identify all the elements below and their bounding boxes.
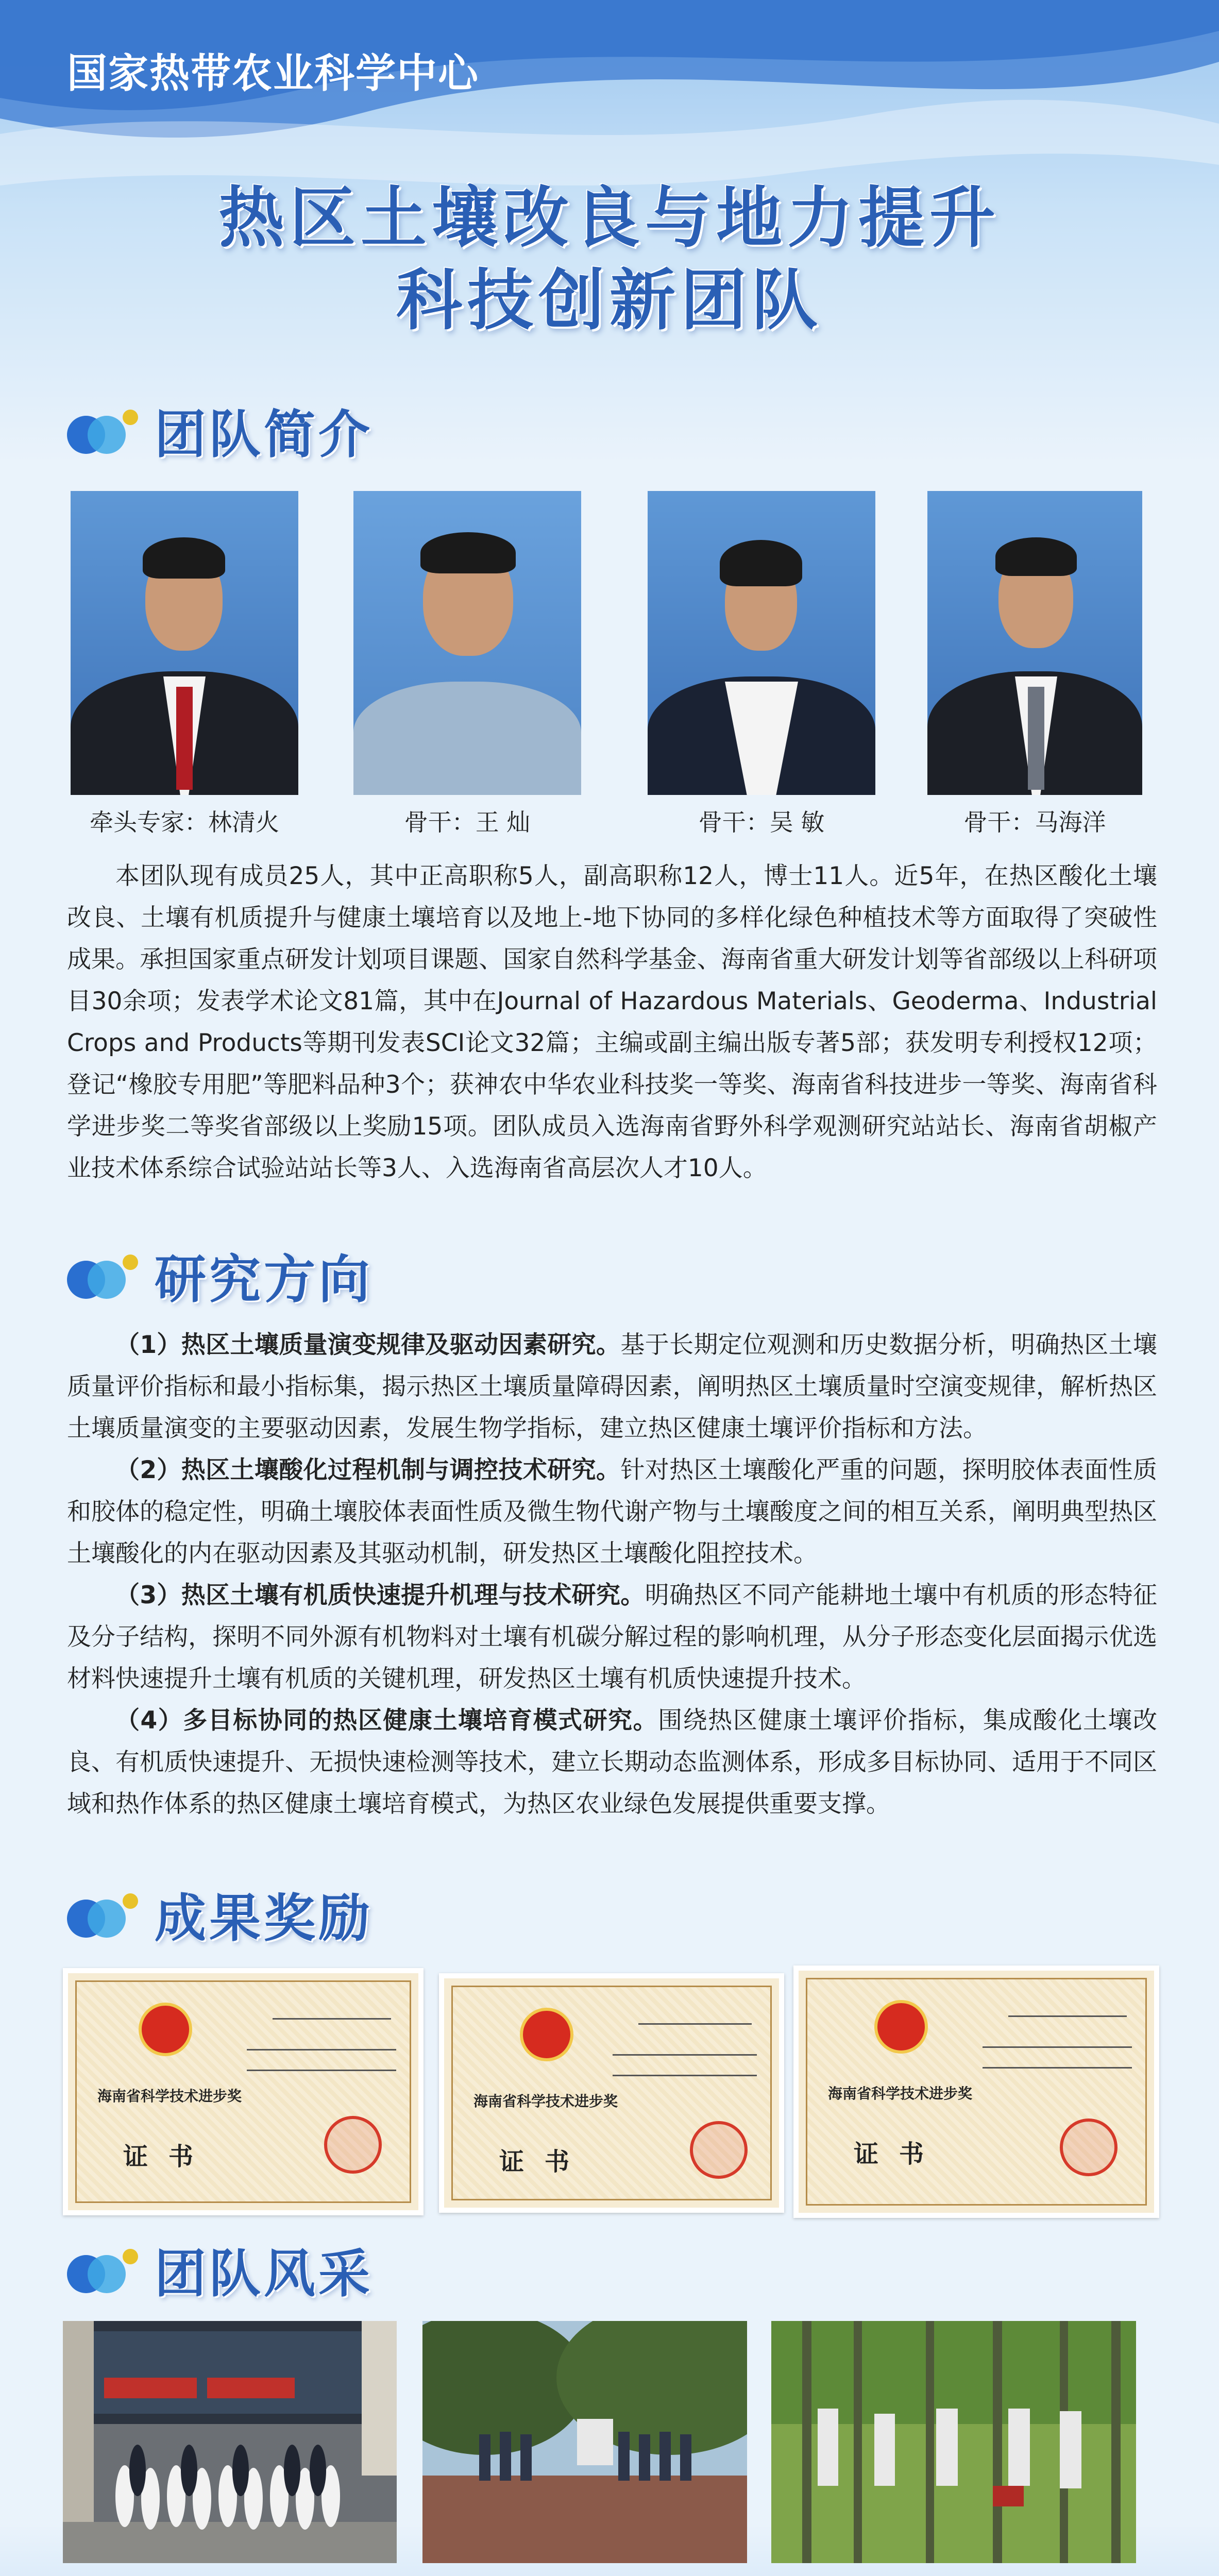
portrait-photo	[353, 491, 581, 795]
research-list	[67, 1324, 1157, 1825]
team-photo-building	[63, 2321, 397, 2563]
member-caption: 骨干：吴 敏	[698, 808, 825, 836]
award-certificate: 海南省科学技术进步奖 证书	[793, 1965, 1159, 2218]
research-item: （4）多目标协同的热区健康土壤培育模式研究。围绕热区健康土壤评价指标，集成酸化土壤改良、有机质快速提升、无损快速检测等技术，建立长期动态监测体系，形成多目标协同、适用于不同区域和热作体系的热区健康土壤培育模式，为热区农业绿色发展提供重要支撑。	[67, 1706, 1158, 1818]
section-heading-awards	[67, 1880, 373, 1947]
section-title: 成果奖励	[155, 1888, 373, 1948]
official-seal-icon	[324, 2116, 382, 2174]
national-emblem-icon	[874, 2000, 928, 2054]
award-certificate: 海南省科学技术进步奖 证书	[63, 1968, 424, 2215]
member-caption: 牵头专家：林清火	[90, 808, 279, 836]
section-dots-icon	[67, 1888, 149, 1940]
team-photo-rubber-plantation	[771, 2321, 1136, 2563]
award-certificate: 海南省科学技术进步奖 证书	[439, 1973, 784, 2213]
team-intro-paragraph: 本团队现有成员25人，其中正高职称5人，副高职称12人，博士11人。近5年，在热区酸化土壤改良、土壤有机质提升与健康土壤培育以及地上-地下协同的多样化绿色种植技术等方面取得了突破性成果。承担国家重点研发计划项目课题、国家自然科学基金、海南省重大研发计划等省部级以上科研项目30余项；发表学术论文81篇，其中在Journal of Hazardous Materials、Geoderma、Industrial Crops and Products等期刊发表SCI论文32篇；主编或副主编出版专著5部；获发明专利授权12项；登记“橡胶专用肥”等肥料品种3个；获神农中华农业科技奖一等奖、海南省科技进步一等奖、海南省科学进步奖二等奖省部级以上奖励15项。团队成员入选海南省野外科学观测研究站站长、海南省胡椒产业技术体系综合试验站站长等3人、入选海南省高层次人才10人。	[67, 862, 1157, 1182]
section-heading-research	[67, 1242, 373, 1309]
research-item: （1）热区土壤质量演变规律及驱动因素研究。基于长期定位观测和历史数据分析，明确热区土壤质量评价指标和最小指标集，揭示热区土壤质量障碍因素，阐明热区土壤质量时空演变规律，解析热区土壤质量演变的主要驱动因素，发展生物学指标，建立热区健康土壤评价指标和方法。	[67, 1331, 1158, 1443]
research-item: （2）热区土壤酸化过程机制与调控技术研究。针对热区土壤酸化严重的问题，探明胶体表面性质和胶体的稳定性，明确土壤胶体表面性质及微生物代谢产物与土壤酸度之间的相互关系，阐明典型热区土壤酸化的内在驱动因素及其驱动机制，研发热区土壤酸化阻控技术。	[67, 1456, 1158, 1568]
official-seal-icon	[1060, 2119, 1118, 2176]
section-dots-icon	[67, 1249, 149, 1301]
national-emblem-icon	[520, 2008, 573, 2061]
research-item: （3）热区土壤有机质快速提升机理与技术研究。明确热区不同产能耕地土壤中有机质的形态特征及分子结构，探明不同外源有机物料对土壤有机碳分解过程的影响机理，从分子形态变化层面揭示优选材料快速提升土壤有机质的关键机理，研发热区土壤有机质快速提升技术。	[67, 1581, 1158, 1693]
page-title-line1: 热区土壤改良与地力提升	[218, 179, 1001, 257]
section-heading-team-intro	[67, 397, 373, 464]
page-title-line2: 科技创新团队	[396, 262, 823, 339]
team-photo-field-station	[422, 2321, 747, 2563]
organization-name: 国家热带农业科学中心	[67, 50, 480, 97]
section-dots-icon	[67, 2244, 149, 2295]
section-title: 团队简介	[155, 404, 373, 465]
national-emblem-icon	[139, 2003, 192, 2056]
official-seal-icon	[690, 2121, 748, 2179]
section-heading-team-style	[67, 2236, 373, 2303]
section-title: 研究方向	[155, 1249, 373, 1310]
member-caption: 骨干：王 灿	[404, 808, 531, 836]
portrait-photo	[648, 491, 875, 795]
portrait-photo	[927, 491, 1142, 795]
section-dots-icon	[67, 404, 149, 456]
member-caption: 骨干：马海洋	[963, 808, 1106, 836]
portrait-photo	[71, 491, 298, 795]
section-title: 团队风采	[155, 2244, 373, 2304]
